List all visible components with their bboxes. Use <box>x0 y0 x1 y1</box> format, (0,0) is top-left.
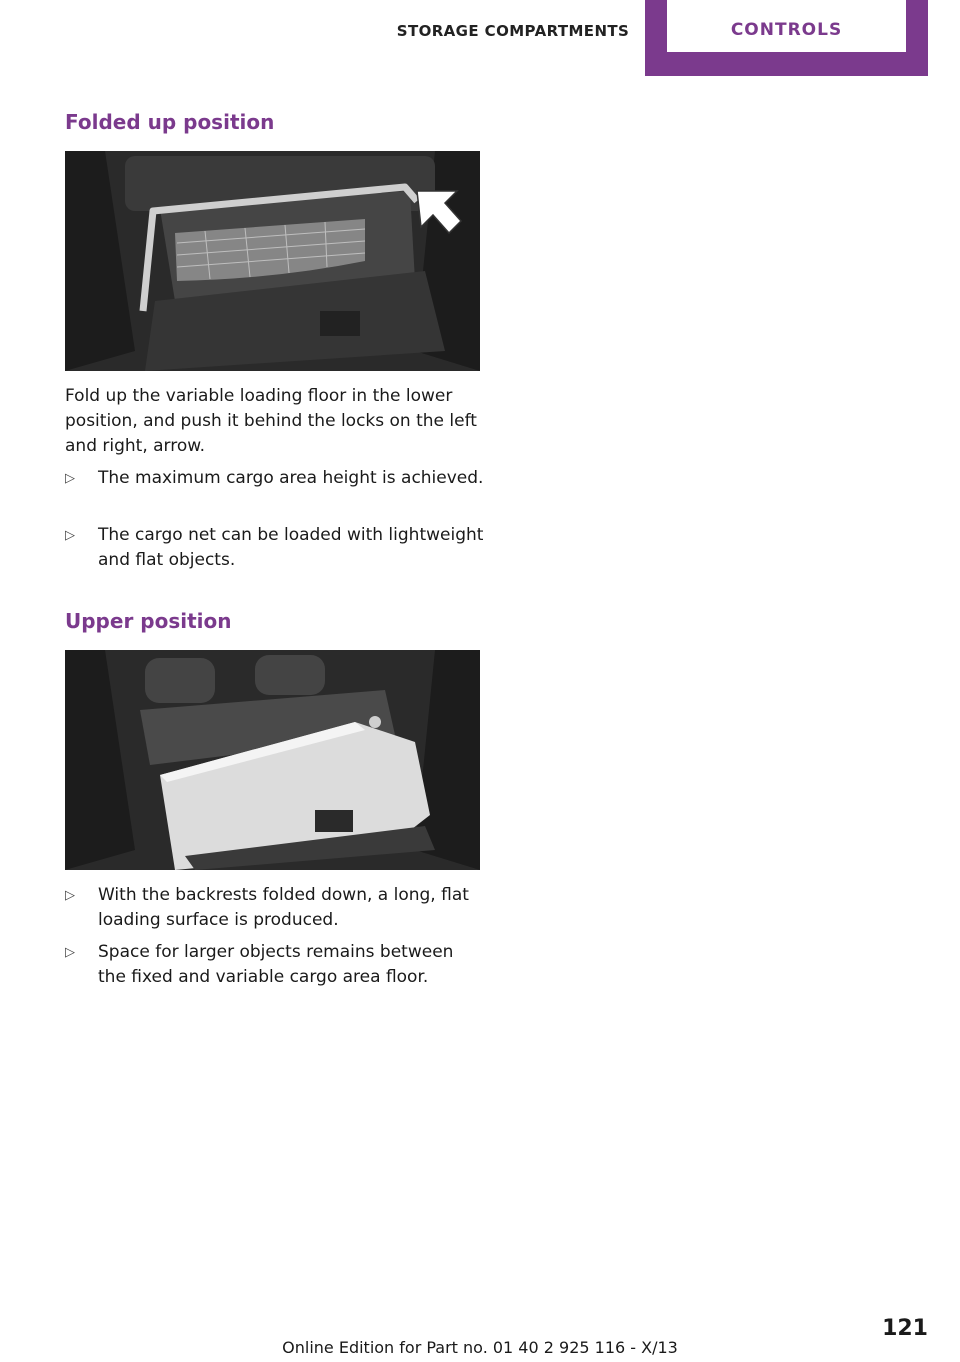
bullet-arrow-icon: ▷ <box>65 471 75 486</box>
list-item <box>65 466 485 491</box>
list-item <box>65 523 485 573</box>
chapter-tab <box>645 0 928 76</box>
list-item <box>65 940 485 990</box>
heading-folded-up-position: Folded up position <box>65 110 275 134</box>
cargo-area-upper-position-photo <box>65 650 480 870</box>
list-item-text: The cargo net can be loaded with lightweight and flat objects. <box>98 525 484 570</box>
list-item-text: The maximum cargo area height is achieved. <box>98 468 484 488</box>
page-number: 121 <box>882 1316 928 1341</box>
footer-edition-text: Online Edition for Part no. 01 40 2 925 116 - X/13 <box>282 1338 678 1357</box>
list-item <box>65 883 485 933</box>
list-item-text: Space for larger objects remains between the fixed and variable cargo area floor. <box>98 942 454 987</box>
cargo-area-folded-up-photo <box>65 151 480 371</box>
section-title: STORAGE COMPARTMENTS <box>396 22 630 40</box>
bullet-arrow-icon: ▷ <box>65 528 75 543</box>
heading-upper-position: Upper position <box>65 609 232 633</box>
bullet-arrow-icon: ▷ <box>65 945 75 960</box>
chapter-tab-label: CONTROLS <box>730 20 843 40</box>
bullet-arrow-icon: ▷ <box>65 888 75 903</box>
list-item-text: With the backrests folded down, a long, flat loading surface is produced. <box>98 885 469 930</box>
instruction-paragraph: Fold up the variable loading floor in the lower position, and push it behind the locks on the left and right, arrow. <box>65 386 477 456</box>
